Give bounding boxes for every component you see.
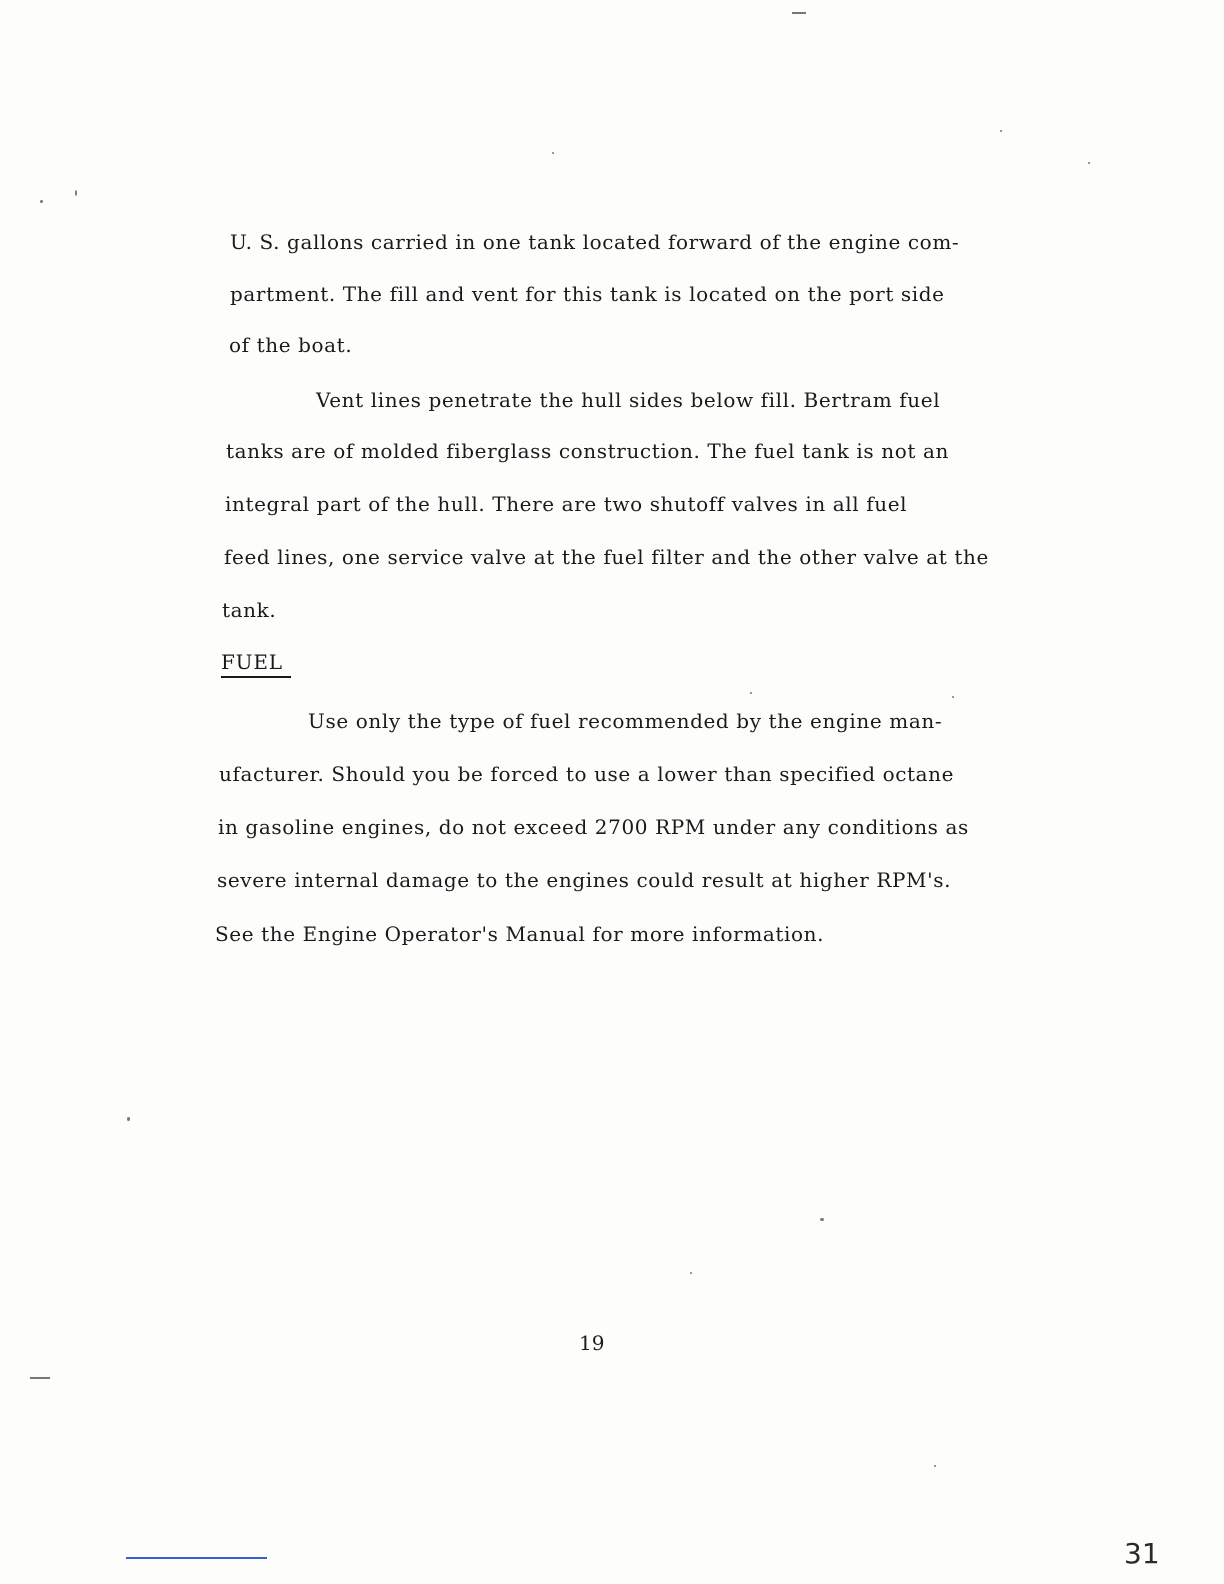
scan-speck (1000, 130, 1002, 132)
paragraph-1-line-3: of the boat. (229, 333, 353, 357)
scan-speck (690, 1272, 692, 1274)
paragraph-1-line-2: partment. The fill and vent for this tank is located on the port side (230, 282, 945, 306)
paragraph-3-line-5: See the Engine Operator's Manual for more information. (215, 922, 825, 946)
scan-speck (750, 692, 752, 694)
scan-speck (934, 1465, 936, 1467)
scan-speck (75, 190, 77, 196)
paragraph-3-line-3: in gasoline engines, do not exceed 2700 RPM under any conditions as (218, 815, 969, 839)
paragraph-2-line-2: tanks are of molded fiberglass construction. The fuel tank is not an (226, 439, 949, 463)
scan-speck (127, 1117, 130, 1121)
scan-speck (952, 696, 954, 698)
paragraph-2-line-4: feed lines, one service valve at the fuel filter and the other valve at the (224, 545, 989, 569)
heading-underline (221, 676, 291, 678)
bottom-blue-rule (126, 1557, 267, 1559)
paragraph-1-line-1: U. S. gallons carried in one tank located forward of the engine com- (230, 230, 960, 254)
page-number: 19 (579, 1331, 605, 1355)
scan-speck (30, 1377, 50, 1379)
paragraph-3-line-2: ufacturer. Should you be forced to use a lower than specified octane (219, 762, 955, 786)
scan-speck (1088, 162, 1090, 164)
paragraph-2-line-3: integral part of the hull. There are two shutoff valves in all fuel (225, 492, 908, 516)
scan-speck (820, 1218, 824, 1221)
scan-speck (792, 12, 806, 14)
paragraph-3-line-1: Use only the type of fuel recommended by the engine man- (308, 709, 943, 733)
scan-speck (40, 200, 43, 203)
paragraph-2-line-5: tank. (222, 598, 277, 622)
section-heading-fuel: FUEL (221, 650, 283, 674)
scan-speck (552, 152, 554, 154)
paragraph-2-line-1: Vent lines penetrate the hull sides below fill. Bertram fuel (316, 388, 941, 412)
corner-page-mark: 31 (1124, 1537, 1160, 1570)
paragraph-3-line-4: severe internal damage to the engines could result at higher RPM's. (217, 868, 952, 892)
